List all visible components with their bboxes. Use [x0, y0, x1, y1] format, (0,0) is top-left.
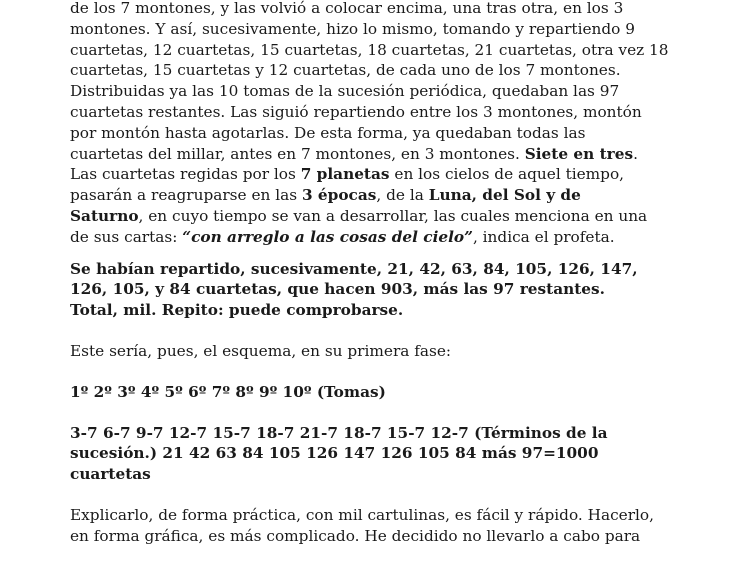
text-line: cuartetas	[70, 465, 151, 484]
emphasis-text: Luna, del Sol y de	[428, 186, 581, 205]
text-line: Total, mil. Repito: puede comprobarse.	[70, 301, 404, 320]
text-line: Se habían repartido, sucesivamente, 21, 42, 63, 84, 105, 126, 147,	[70, 259, 638, 278]
paragraph-scheme-intro	[70, 341, 670, 362]
text-line	[70, 164, 670, 185]
text-run: , de la	[376, 186, 429, 205]
text-run: , indica el profeta.	[472, 227, 615, 246]
emphasis-text: 7 planetas	[300, 165, 390, 184]
text-line: sucesión.) 21 42 63 84 105 126 147 126 105 84 más 97=1000	[70, 444, 599, 463]
text-line: 126, 105, y 84 cuartetas, que hacen 903, más las 97 restantes.	[70, 280, 605, 299]
document-page	[70, 0, 670, 547]
paragraph-spacer	[70, 485, 670, 505]
text-line: cuartetas restantes. Las siguió repartiendo entre los 3 montones, montón	[70, 102, 642, 121]
paragraph-terms	[70, 423, 670, 485]
text-line: en forma gráfica, es más complicado. He decidido no llevarlo a cabo para	[70, 526, 641, 545]
paragraph-tomas	[70, 382, 670, 403]
quote-text: “con arreglo a las cosas del cielo”	[182, 227, 473, 246]
text-line: montones. Y así, sucesivamente, hizo lo mismo, tomando y repartiendo 9	[70, 19, 635, 38]
text-line: Distribuidas ya las 10 tomas de la sucesión periódica, quedaban las 97	[70, 82, 620, 101]
text-line: cuartetas, 12 cuartetas, 15 cuartetas, 18 cuartetas, 21 cuartetas, otra vez 18	[70, 40, 669, 59]
text-run: pasarán a reagruparse en las	[70, 186, 302, 205]
text-line	[70, 185, 670, 206]
emphasis-text: Siete en tres	[524, 144, 634, 163]
paragraph-spacer	[70, 362, 670, 382]
text-run: Las cuartetas regidas por los	[70, 165, 301, 184]
text-line: de los 7 montones, y las volvió a colocar encima, una tras otra, en los 3	[70, 0, 624, 17]
emphasis-text: 3 épocas	[301, 186, 377, 205]
text-line	[70, 144, 670, 165]
text-run: cuartetas del millar, antes en 7 montones, en 3 montones.	[70, 144, 525, 163]
text-run: en los cielos de aquel tiempo,	[389, 165, 625, 184]
text-line: por montón hasta agotarlas. De esta forma, ya quedaban todas las	[70, 123, 586, 142]
paragraph-spacer	[70, 403, 670, 423]
text-line: Explicarlo, de forma práctica, con mil cartulinas, es fácil y rápido. Hacerlo,	[70, 505, 654, 524]
text-line: 1º 2º 3º 4º 5º 6º 7º 8º 9º 10º (Tomas)	[70, 382, 386, 401]
paragraph-spacer	[70, 248, 670, 259]
paragraph-distribution	[70, 0, 670, 248]
text-line: 3-7 6-7 9-7 12-7 15-7 18-7 21-7 18-7 15-7 12-7 (Términos de la	[70, 423, 608, 442]
emphasis-text: Saturno	[70, 206, 139, 225]
text-run: , en cuyo tiempo se van a desarrollar, las cuales menciona en una	[138, 206, 648, 225]
text-line	[70, 206, 670, 227]
text-line	[70, 227, 670, 248]
text-run: de sus cartas:	[70, 227, 183, 246]
paragraph-explanation	[70, 505, 670, 547]
text-line: Este sería, pues, el esquema, en su primera fase:	[70, 341, 452, 360]
paragraph-summary	[70, 259, 670, 321]
text-run: .	[633, 144, 638, 163]
paragraph-spacer	[70, 321, 670, 341]
text-line: cuartetas, 15 cuartetas y 12 cuartetas, de cada uno de los 7 montones.	[70, 61, 621, 80]
